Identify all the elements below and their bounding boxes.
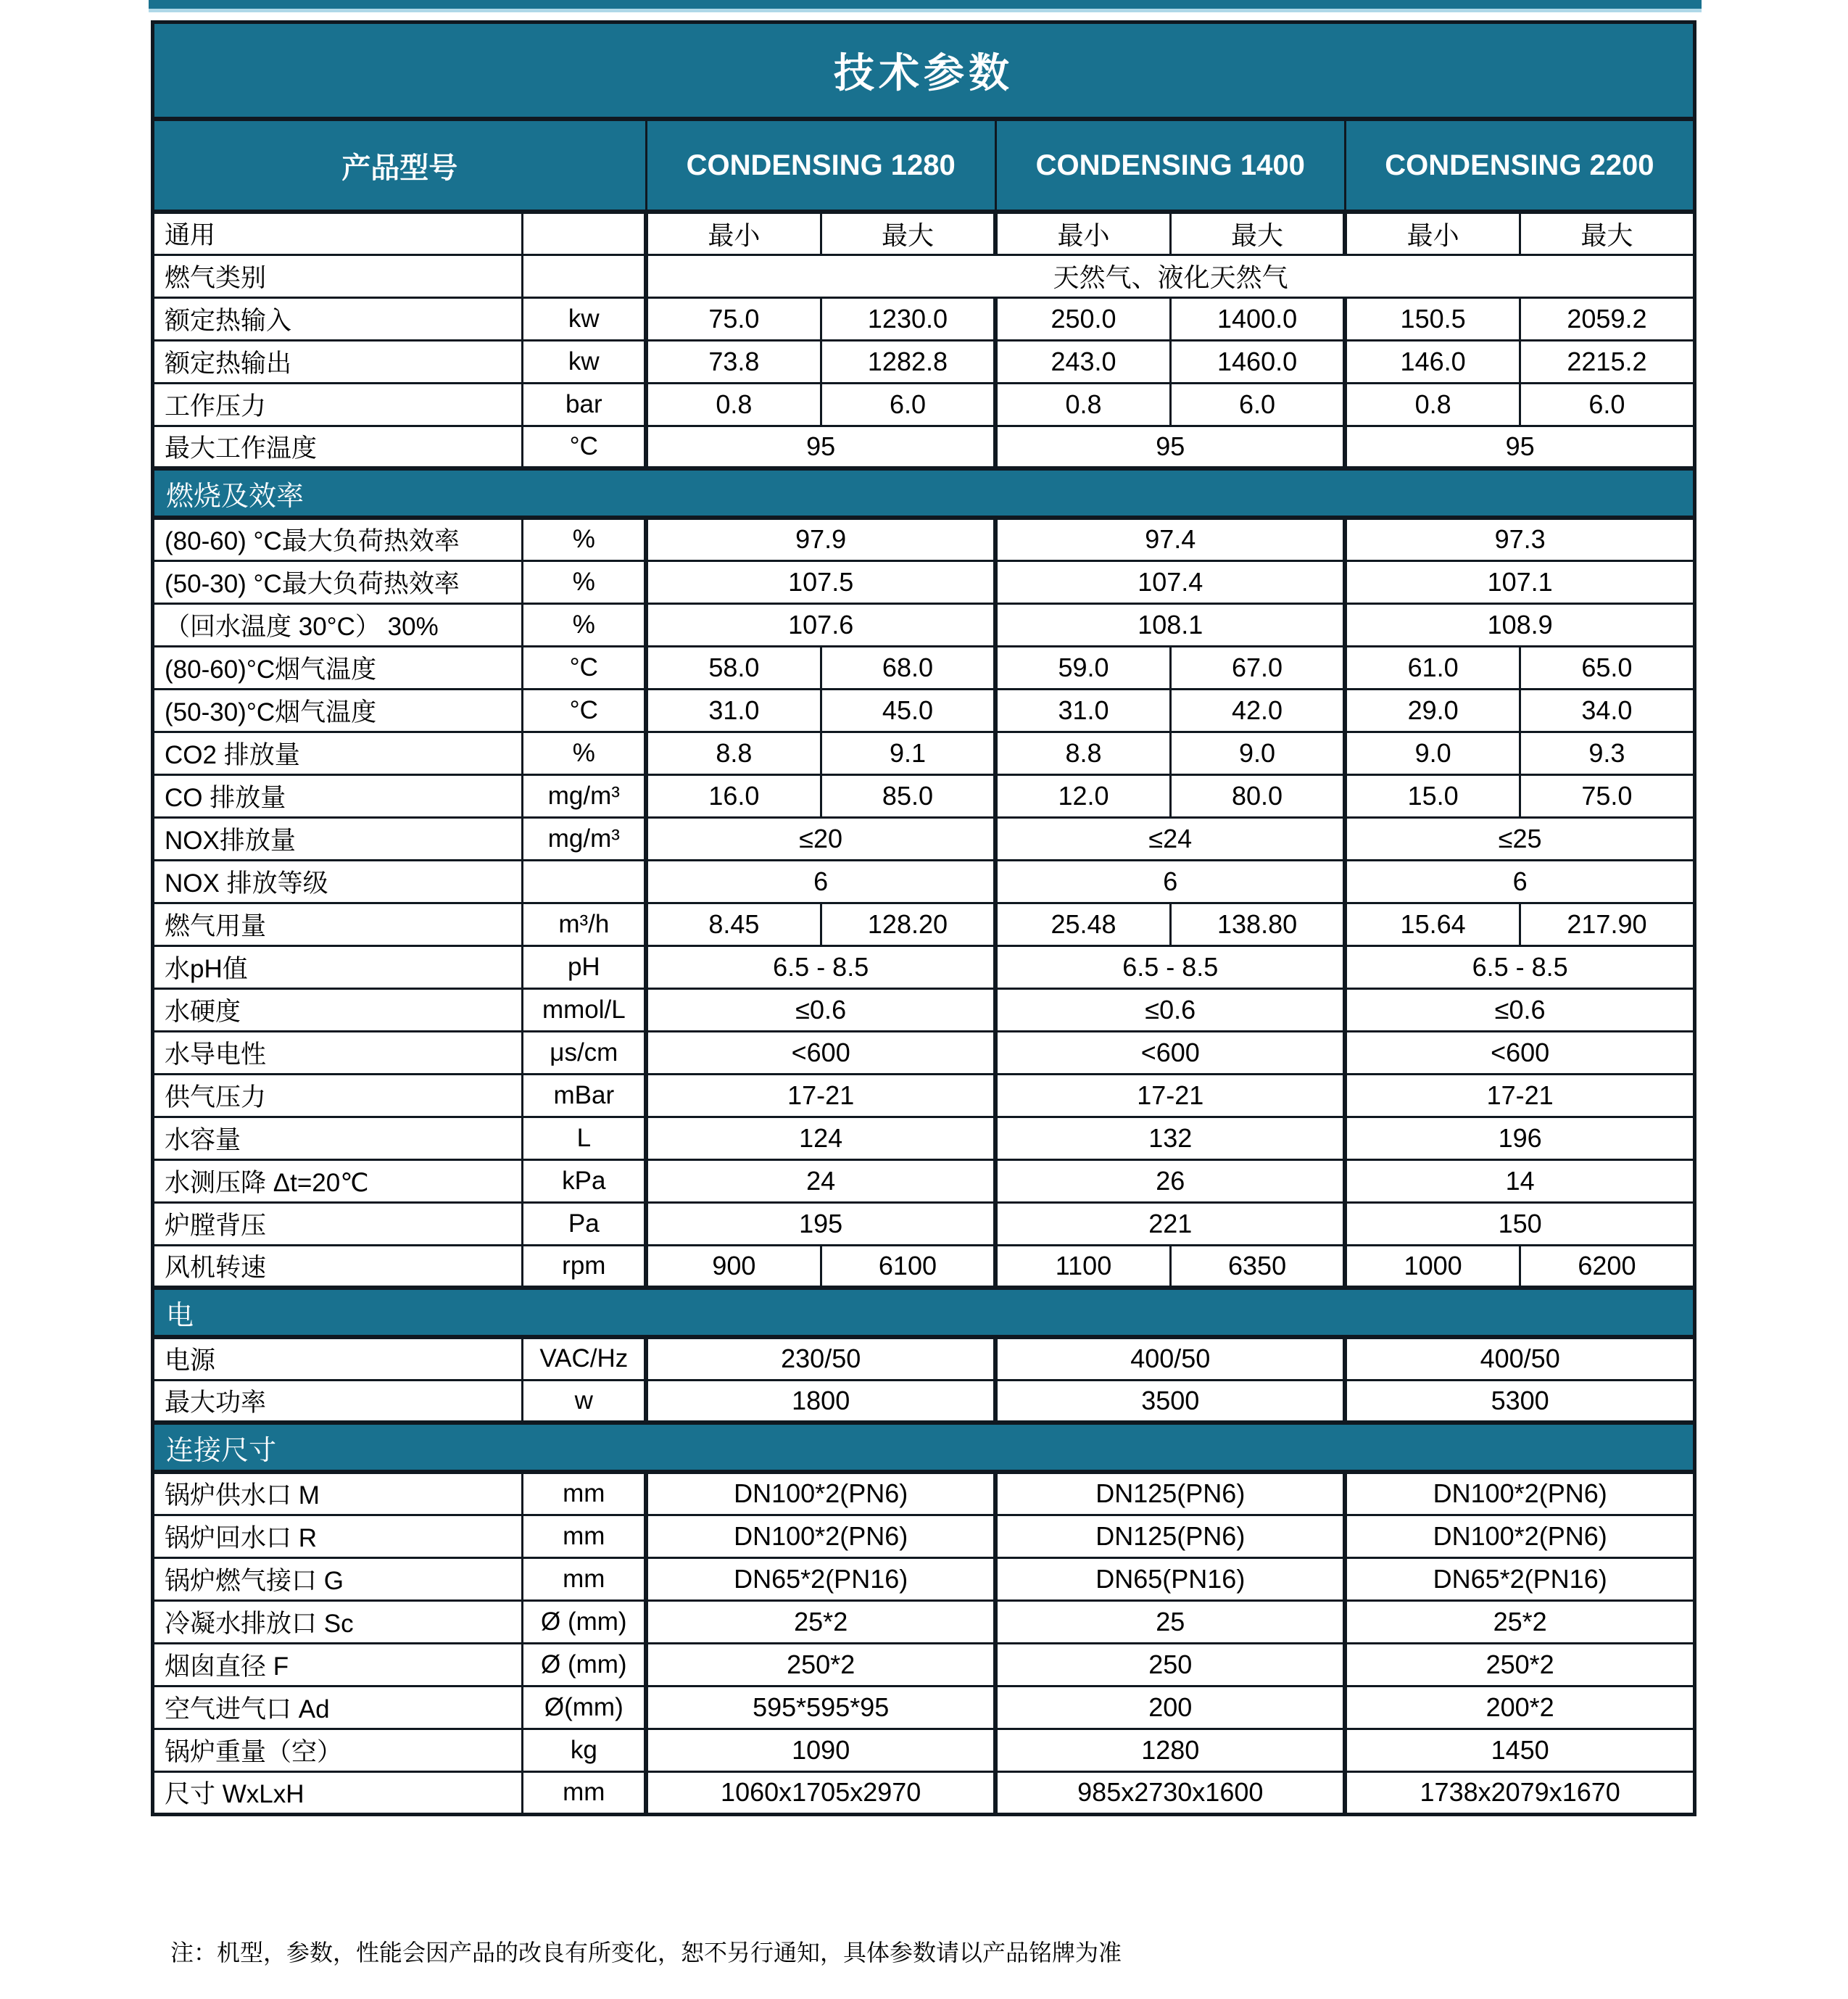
cell-value: 6.0 [1170, 383, 1345, 426]
cell-value: 1000 [1345, 1245, 1520, 1288]
cell-value: 6.5 - 8.5 [1345, 945, 1694, 988]
row-unit: L [523, 1117, 646, 1159]
row-unit: Ø (mm) [523, 1600, 646, 1643]
cell-value: 217.90 [1520, 903, 1694, 945]
row-unit: mg/m³ [523, 774, 646, 817]
row-unit: w [523, 1380, 646, 1423]
cell-value: 67.0 [1170, 646, 1345, 689]
cell-value: 6350 [1170, 1245, 1345, 1288]
cell-value: 24 [646, 1159, 995, 1202]
cell-value: ≤25 [1345, 817, 1694, 860]
row-unit: pH [523, 945, 646, 988]
cell-value: 95 [995, 426, 1345, 468]
table-row [153, 817, 1695, 860]
cell-value: 1090 [646, 1729, 995, 1771]
table-row [153, 426, 1695, 468]
cell-value: 65.0 [1520, 646, 1694, 689]
cell-value: 97.4 [995, 518, 1345, 560]
cell-value: 400/50 [1345, 1337, 1694, 1380]
cell-value: 132 [995, 1117, 1345, 1159]
cell-value: 8.8 [995, 732, 1170, 774]
row-unit: VAC/Hz [523, 1337, 646, 1380]
row-unit: kw [523, 297, 646, 340]
row-unit: μs/cm [523, 1031, 646, 1074]
cell-value: 985x2730x1600 [995, 1771, 1345, 1814]
row-label: (50-30)°C烟气温度 [153, 689, 523, 732]
row-label: 烟囱直径 F [153, 1643, 523, 1686]
cell-value: 107.4 [995, 560, 1345, 603]
cell-value: 14 [1345, 1159, 1694, 1202]
row-unit: mmol/L [523, 988, 646, 1031]
cell-value: 16.0 [646, 774, 821, 817]
row-label: 水导电性 [153, 1031, 523, 1074]
top-accent-bar [149, 0, 1702, 9]
row-label: 水测压降 Δt=20℃ [153, 1159, 523, 1202]
cell-value: 2059.2 [1520, 297, 1694, 340]
cell-value: 1100 [995, 1245, 1170, 1288]
cell-value: 42.0 [1170, 689, 1345, 732]
spec-table-body [153, 212, 1695, 1814]
cell-value: 68.0 [821, 646, 995, 689]
cell-value: 1282.8 [821, 340, 995, 383]
table-row [153, 1380, 1695, 1423]
cell-value: 3500 [995, 1380, 1345, 1423]
cell-value: 75.0 [1520, 774, 1694, 817]
row-unit: °C [523, 426, 646, 468]
cell-value: 195 [646, 1202, 995, 1245]
row-unit: % [523, 603, 646, 646]
cell-value: 最大 [1170, 212, 1345, 254]
table-row [153, 1515, 1695, 1557]
cell-value: 107.6 [646, 603, 995, 646]
cell-value: 95 [646, 426, 995, 468]
cell-value: 97.3 [1345, 518, 1694, 560]
row-unit [523, 254, 646, 297]
table-row [153, 1337, 1695, 1380]
cell-value: <600 [995, 1031, 1345, 1074]
row-label: 供气压力 [153, 1074, 523, 1117]
cell-value: 85.0 [821, 774, 995, 817]
cell-value: 1230.0 [821, 297, 995, 340]
row-label: (80-60)°C烟气温度 [153, 646, 523, 689]
cell-value: DN125(PN6) [995, 1515, 1345, 1557]
section-row [153, 1423, 1695, 1472]
cell-value: 95 [1345, 426, 1694, 468]
row-unit: kw [523, 340, 646, 383]
row-unit: m³/h [523, 903, 646, 945]
cell-value: 61.0 [1345, 646, 1520, 689]
row-label: 锅炉回水口 R [153, 1515, 523, 1557]
row-unit: mm [523, 1557, 646, 1600]
cell-value: 最小 [1345, 212, 1520, 254]
cell-value: 6.0 [1520, 383, 1694, 426]
cell-value: 0.8 [1345, 383, 1520, 426]
cell-value: 243.0 [995, 340, 1170, 383]
cell-value: 1060x1705x2970 [646, 1771, 995, 1814]
row-label: 锅炉供水口 M [153, 1472, 523, 1515]
cell-value: ≤0.6 [1345, 988, 1694, 1031]
table-row [153, 1031, 1695, 1074]
row-label: （回水温度 30°C） 30% [153, 603, 523, 646]
cell-value: 12.0 [995, 774, 1170, 817]
cell-value: 最大 [821, 212, 995, 254]
table-row [153, 603, 1695, 646]
cell-value: 196 [1345, 1117, 1694, 1159]
row-label: 锅炉燃气接口 G [153, 1557, 523, 1600]
row-unit: mm [523, 1771, 646, 1814]
table-row [153, 383, 1695, 426]
cell-value: 9.1 [821, 732, 995, 774]
cell-value: 595*595*95 [646, 1686, 995, 1729]
row-label: NOX 排放等级 [153, 860, 523, 903]
cell-value: 200 [995, 1686, 1345, 1729]
row-unit: Ø(mm) [523, 1686, 646, 1729]
cell-value: 25*2 [646, 1600, 995, 1643]
row-unit: bar [523, 383, 646, 426]
cell-value: 17-21 [646, 1074, 995, 1117]
cell-value: 6.5 - 8.5 [646, 945, 995, 988]
cell-value: 31.0 [646, 689, 821, 732]
table-row [153, 732, 1695, 774]
cell-value: 80.0 [1170, 774, 1345, 817]
table-row [153, 297, 1695, 340]
cell-value: DN125(PN6) [995, 1472, 1345, 1515]
cell-value: 最小 [995, 212, 1170, 254]
cell-value: 58.0 [646, 646, 821, 689]
cell-value: 1460.0 [1170, 340, 1345, 383]
section-header-label: 燃烧及效率 [153, 468, 1695, 518]
cell-value: 250*2 [646, 1643, 995, 1686]
cell-value: 108.1 [995, 603, 1345, 646]
row-label: (80-60) °C最大负荷热效率 [153, 518, 523, 560]
row-label: 水硬度 [153, 988, 523, 1031]
table-row [153, 860, 1695, 903]
table-row [153, 1472, 1695, 1515]
cell-value: 107.5 [646, 560, 995, 603]
cell-value: 25*2 [1345, 1600, 1694, 1643]
cell-value: 138.80 [1170, 903, 1345, 945]
table-row [153, 1686, 1695, 1729]
table-row [153, 1729, 1695, 1771]
cell-value: 6100 [821, 1245, 995, 1288]
cell-value: 34.0 [1520, 689, 1694, 732]
row-label: 工作压力 [153, 383, 523, 426]
row-unit: °C [523, 689, 646, 732]
footnote: 注：机型，参数，性能会因产品的改良有所变化，恕不另行通知，具体参数请以产品铭牌为准 [170, 1940, 1122, 1966]
section-row [153, 468, 1695, 518]
cell-value: DN65*2(PN16) [1345, 1557, 1694, 1600]
cell-value: 26 [995, 1159, 1345, 1202]
cell-value: DN65(PN16) [995, 1557, 1345, 1600]
cell-value: 1800 [646, 1380, 995, 1423]
table-row [153, 560, 1695, 603]
cell-value: DN100*2(PN6) [1345, 1472, 1694, 1515]
cell-value: <600 [1345, 1031, 1694, 1074]
row-label: 额定热输入 [153, 297, 523, 340]
cell-value: 2215.2 [1520, 340, 1694, 383]
cell-value: 最大 [1520, 212, 1694, 254]
top-accent-bar-light [149, 9, 1702, 12]
table-row [153, 1771, 1695, 1814]
row-label: CO 排放量 [153, 774, 523, 817]
cell-value: 900 [646, 1245, 821, 1288]
cell-value: 250 [995, 1643, 1345, 1686]
cell-value: 6.5 - 8.5 [995, 945, 1345, 988]
cell-value: 8.8 [646, 732, 821, 774]
row-label: 通用 [153, 212, 523, 254]
column-header-condensing-2200: CONDENSING 2200 [1345, 119, 1694, 212]
column-header-condensing-1400: CONDENSING 1400 [995, 119, 1345, 212]
cell-value: 天然气、液化天然气 [646, 254, 1694, 297]
cell-value: 128.20 [821, 903, 995, 945]
row-unit: Ø (mm) [523, 1643, 646, 1686]
cell-value: 15.0 [1345, 774, 1520, 817]
page-title: 技术参数 [153, 22, 1695, 120]
table-row [153, 1202, 1695, 1245]
row-label: (50-30) °C最大负荷热效率 [153, 560, 523, 603]
table-row [153, 1600, 1695, 1643]
row-label: NOX排放量 [153, 817, 523, 860]
row-unit: % [523, 732, 646, 774]
cell-value: ≤20 [646, 817, 995, 860]
cell-value: 25 [995, 1600, 1345, 1643]
spec-table [151, 20, 1696, 1816]
cell-value: 0.8 [646, 383, 821, 426]
cell-value: ≤0.6 [646, 988, 995, 1031]
cell-value: 230/50 [646, 1337, 995, 1380]
table-title-row [153, 22, 1695, 120]
cell-value: 5300 [1345, 1380, 1694, 1423]
row-unit: % [523, 518, 646, 560]
table-row [153, 774, 1695, 817]
table-row [153, 1557, 1695, 1600]
row-unit: Pa [523, 1202, 646, 1245]
cell-value: 9.0 [1170, 732, 1345, 774]
cell-value: <600 [646, 1031, 995, 1074]
table-row [153, 1159, 1695, 1202]
cell-value: ≤24 [995, 817, 1345, 860]
cell-value: 17-21 [1345, 1074, 1694, 1117]
table-row [153, 1117, 1695, 1159]
cell-value: 221 [995, 1202, 1345, 1245]
cell-value: 6.0 [821, 383, 995, 426]
cell-value: 73.8 [646, 340, 821, 383]
column-header-condensing-1280: CONDENSING 1280 [646, 119, 995, 212]
cell-value: 108.9 [1345, 603, 1694, 646]
cell-value: 31.0 [995, 689, 1170, 732]
row-unit: rpm [523, 1245, 646, 1288]
cell-value: 146.0 [1345, 340, 1520, 383]
row-unit: °C [523, 646, 646, 689]
cell-value: 1400.0 [1170, 297, 1345, 340]
row-label: 锅炉重量（空） [153, 1729, 523, 1771]
table-row [153, 1245, 1695, 1288]
cell-value: 6 [995, 860, 1345, 903]
cell-value: 6 [646, 860, 995, 903]
table-row [153, 1643, 1695, 1686]
row-label: 最大工作温度 [153, 426, 523, 468]
table-row [153, 945, 1695, 988]
table-row [153, 689, 1695, 732]
row-unit [523, 860, 646, 903]
table-row [153, 988, 1695, 1031]
row-label: 冷凝水排放口 Sc [153, 1600, 523, 1643]
cell-value: 1738x2079x1670 [1345, 1771, 1694, 1814]
row-label: 水pH值 [153, 945, 523, 988]
row-label: CO2 排放量 [153, 732, 523, 774]
cell-value: 150.5 [1345, 297, 1520, 340]
row-label: 燃气用量 [153, 903, 523, 945]
cell-value: 9.3 [1520, 732, 1694, 774]
cell-value: 200*2 [1345, 1686, 1694, 1729]
row-label: 空气进气口 Ad [153, 1686, 523, 1729]
cell-value: 75.0 [646, 297, 821, 340]
row-unit: mm [523, 1472, 646, 1515]
row-unit [523, 212, 646, 254]
column-header-model: 产品型号 [153, 119, 647, 212]
row-label: 额定热输出 [153, 340, 523, 383]
cell-value: 17-21 [995, 1074, 1345, 1117]
table-row [153, 212, 1695, 254]
table-row [153, 518, 1695, 560]
row-label: 最大功率 [153, 1380, 523, 1423]
cell-value: 97.9 [646, 518, 995, 560]
table-row [153, 646, 1695, 689]
cell-value: 9.0 [1345, 732, 1520, 774]
cell-value: 150 [1345, 1202, 1694, 1245]
row-label: 燃气类别 [153, 254, 523, 297]
cell-value: ≤0.6 [995, 988, 1345, 1031]
cell-value: 1280 [995, 1729, 1345, 1771]
row-unit: kg [523, 1729, 646, 1771]
cell-value: 29.0 [1345, 689, 1520, 732]
cell-value: DN100*2(PN6) [1345, 1515, 1694, 1557]
table-row [153, 903, 1695, 945]
cell-value: DN65*2(PN16) [646, 1557, 995, 1600]
row-label: 水容量 [153, 1117, 523, 1159]
row-unit: mg/m³ [523, 817, 646, 860]
row-unit: % [523, 560, 646, 603]
cell-value: 250*2 [1345, 1643, 1694, 1686]
cell-value: 1450 [1345, 1729, 1694, 1771]
section-header-label: 连接尺寸 [153, 1423, 1695, 1472]
cell-value: 6200 [1520, 1245, 1694, 1288]
cell-value: 0.8 [995, 383, 1170, 426]
cell-value: DN100*2(PN6) [646, 1472, 995, 1515]
cell-value: 25.48 [995, 903, 1170, 945]
section-row [153, 1288, 1695, 1337]
cell-value: 45.0 [821, 689, 995, 732]
cell-value: 6 [1345, 860, 1694, 903]
row-unit: kPa [523, 1159, 646, 1202]
cell-value: 15.64 [1345, 903, 1520, 945]
table-header-row [153, 119, 1695, 212]
row-unit: mBar [523, 1074, 646, 1117]
row-label: 炉膛背压 [153, 1202, 523, 1245]
table-row [153, 340, 1695, 383]
row-label: 电源 [153, 1337, 523, 1380]
table-row [153, 1074, 1695, 1117]
cell-value: 59.0 [995, 646, 1170, 689]
section-header-label: 电 [153, 1288, 1695, 1337]
cell-value: 250.0 [995, 297, 1170, 340]
table-row [153, 254, 1695, 297]
row-unit: mm [523, 1515, 646, 1557]
row-label: 尺寸 WxLxH [153, 1771, 523, 1814]
cell-value: 107.1 [1345, 560, 1694, 603]
cell-value: 124 [646, 1117, 995, 1159]
row-label: 风机转速 [153, 1245, 523, 1288]
cell-value: DN100*2(PN6) [646, 1515, 995, 1557]
cell-value: 最小 [646, 212, 821, 254]
cell-value: 8.45 [646, 903, 821, 945]
cell-value: 400/50 [995, 1337, 1345, 1380]
